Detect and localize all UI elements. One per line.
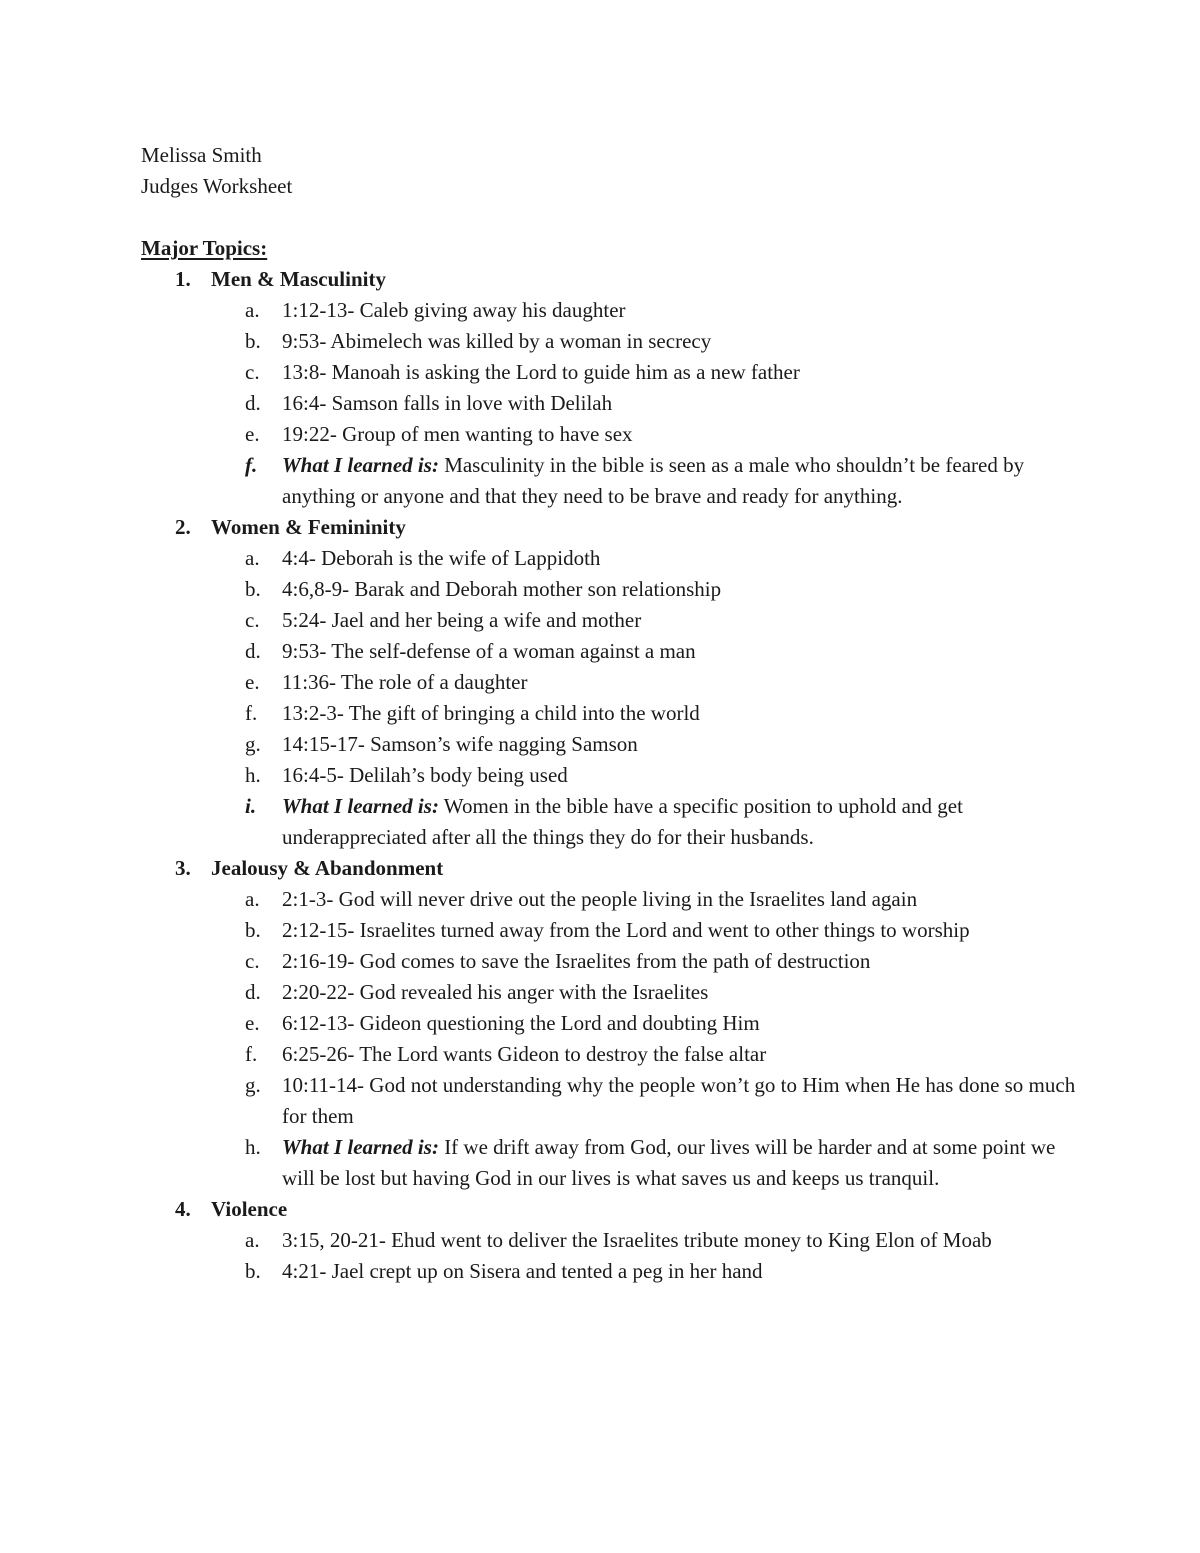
- item-text: 6:25-26- The Lord wants Gideon to destroy the false altar: [282, 1042, 767, 1066]
- item-marker: b.: [245, 577, 261, 601]
- item-text: 2:12-15- Israelites turned away from the Lord and went to other things to worship: [282, 918, 970, 942]
- list-item: [141, 1256, 1081, 1287]
- topic-number: 4.: [175, 1197, 191, 1221]
- topic-title: Violence: [211, 1197, 288, 1221]
- item-text: 13:2-3- The gift of bringing a child into the world: [282, 701, 700, 725]
- item-marker: h.: [245, 763, 261, 787]
- learned-lead: What I learned is:: [282, 794, 439, 818]
- list-item: [141, 667, 1081, 698]
- item-text: 16:4-5- Delilah’s body being used: [282, 763, 568, 787]
- item-marker: c.: [245, 608, 260, 632]
- item-text: 5:24- Jael and her being a wife and mother: [282, 608, 642, 632]
- topic-heading: [141, 853, 1081, 884]
- spacer: [141, 202, 1081, 233]
- item-marker: i.: [245, 794, 257, 818]
- item-text: 16:4- Samson falls in love with Delilah: [282, 391, 613, 415]
- item-marker: b.: [245, 1259, 261, 1283]
- learned-text-block: [282, 791, 1081, 853]
- learned-lead: What I learned is:: [282, 453, 439, 477]
- list-item: [141, 419, 1081, 450]
- item-text: 4:21- Jael crept up on Sisera and tented a peg in her hand: [282, 1259, 763, 1283]
- topic-jealousy-abandonment: [141, 853, 1081, 1194]
- item-marker: g.: [245, 1073, 261, 1097]
- item-marker: e.: [245, 670, 260, 694]
- learned-item: [141, 1132, 1081, 1194]
- item-text: 6:12-13- Gideon questioning the Lord and doubting Him: [282, 1011, 760, 1035]
- item-text: 9:53- The self-defense of a woman against a man: [282, 639, 696, 663]
- item-marker: h.: [245, 1135, 261, 1159]
- list-item: [141, 357, 1081, 388]
- author-name: Melissa Smith: [141, 143, 262, 167]
- item-text: 14:15-17- Samson’s wife nagging Samson: [282, 732, 638, 756]
- item-marker: c.: [245, 360, 260, 384]
- list-item: [141, 977, 1081, 1008]
- list-item: [141, 760, 1081, 791]
- list-item: [141, 915, 1081, 946]
- item-marker: a.: [245, 887, 260, 911]
- list-item: [141, 729, 1081, 760]
- item-text: 13:8- Manoah is asking the Lord to guide him as a new father: [282, 360, 800, 384]
- list-item: [141, 326, 1081, 357]
- section-heading: Major Topics:: [141, 236, 268, 260]
- list-item: [141, 1008, 1081, 1039]
- topic-heading: [141, 512, 1081, 543]
- document-body: [141, 140, 1081, 1287]
- learned-text: If we drift away from God, our lives will be harder and at some point we will be lost but having God in our lives is what saves us and keeps us tranquil.: [282, 1135, 1056, 1190]
- list-item: [141, 605, 1081, 636]
- topic-violence: [141, 1194, 1081, 1287]
- topic-number: 3.: [175, 856, 191, 880]
- topic-number: 1.: [175, 267, 191, 291]
- item-text: 2:1-3- God will never drive out the people living in the Israelites land again: [282, 887, 918, 911]
- item-marker: f.: [245, 1042, 258, 1066]
- list-item: [141, 388, 1081, 419]
- list-item: [141, 1070, 1081, 1132]
- topic-men-masculinity: [141, 264, 1081, 512]
- topic-number: 2.: [175, 515, 191, 539]
- item-text: 4:6,8-9- Barak and Deborah mother son relationship: [282, 577, 722, 601]
- item-marker: d.: [245, 391, 261, 415]
- topic-title: Men & Masculinity: [211, 267, 386, 291]
- item-marker: b.: [245, 329, 261, 353]
- item-marker: a.: [245, 1228, 260, 1252]
- item-text: 9:53- Abimelech was killed by a woman in secrecy: [282, 329, 712, 353]
- list-item: [141, 543, 1081, 574]
- item-text: 2:16-19- God comes to save the Israelites from the path of destruction: [282, 949, 871, 973]
- item-marker: a.: [245, 298, 260, 322]
- learned-item: [141, 450, 1081, 512]
- item-marker: f.: [245, 701, 258, 725]
- item-marker: b.: [245, 918, 261, 942]
- topic-title: Jealousy & Abandonment: [211, 856, 444, 880]
- topic-women-femininity: [141, 512, 1081, 853]
- item-text: 2:20-22- God revealed his anger with the Israelites: [282, 980, 709, 1004]
- list-item: [141, 884, 1081, 915]
- item-text: 3:15, 20-21- Ehud went to deliver the Israelites tribute money to King Elon of Moab: [282, 1228, 992, 1252]
- item-marker: e.: [245, 422, 260, 446]
- learned-text: Women in the bible have a specific position to uphold and get underappreciated after all the things they do for their husbands.: [282, 794, 963, 849]
- list-item: [141, 698, 1081, 729]
- item-marker: g.: [245, 732, 261, 756]
- list-item: [141, 636, 1081, 667]
- list-item: [141, 295, 1081, 326]
- list-item: [141, 1225, 1081, 1256]
- document-title: Judges Worksheet: [141, 174, 293, 198]
- list-item: [141, 946, 1081, 977]
- item-text: 10:11-14- God not understanding why the people won’t go to Him when He has done so much for them: [282, 1073, 1076, 1128]
- item-marker: c.: [245, 949, 260, 973]
- list-item: [141, 574, 1081, 605]
- item-text: 11:36- The role of a daughter: [282, 670, 528, 694]
- item-marker: a.: [245, 546, 260, 570]
- learned-text-block: [282, 450, 1081, 512]
- item-marker: d.: [245, 639, 261, 663]
- learned-text: Masculinity in the bible is seen as a male who shouldn’t be feared by anything or anyone and that they need to be brave and ready for anything.: [282, 453, 1025, 508]
- item-marker: e.: [245, 1011, 260, 1035]
- topic-heading: [141, 264, 1081, 295]
- list-item: [141, 1039, 1081, 1070]
- topic-title: Women & Femininity: [211, 515, 406, 539]
- learned-lead: What I learned is:: [282, 1135, 439, 1159]
- item-marker: f.: [245, 453, 258, 477]
- item-text: 4:4- Deborah is the wife of Lappidoth: [282, 546, 601, 570]
- item-marker: d.: [245, 980, 261, 1004]
- item-text: 19:22- Group of men wanting to have sex: [282, 422, 633, 446]
- topic-heading: [141, 1194, 1081, 1225]
- item-text: 1:12-13- Caleb giving away his daughter: [282, 298, 626, 322]
- learned-item: [141, 791, 1081, 853]
- learned-text-block: [282, 1132, 1081, 1194]
